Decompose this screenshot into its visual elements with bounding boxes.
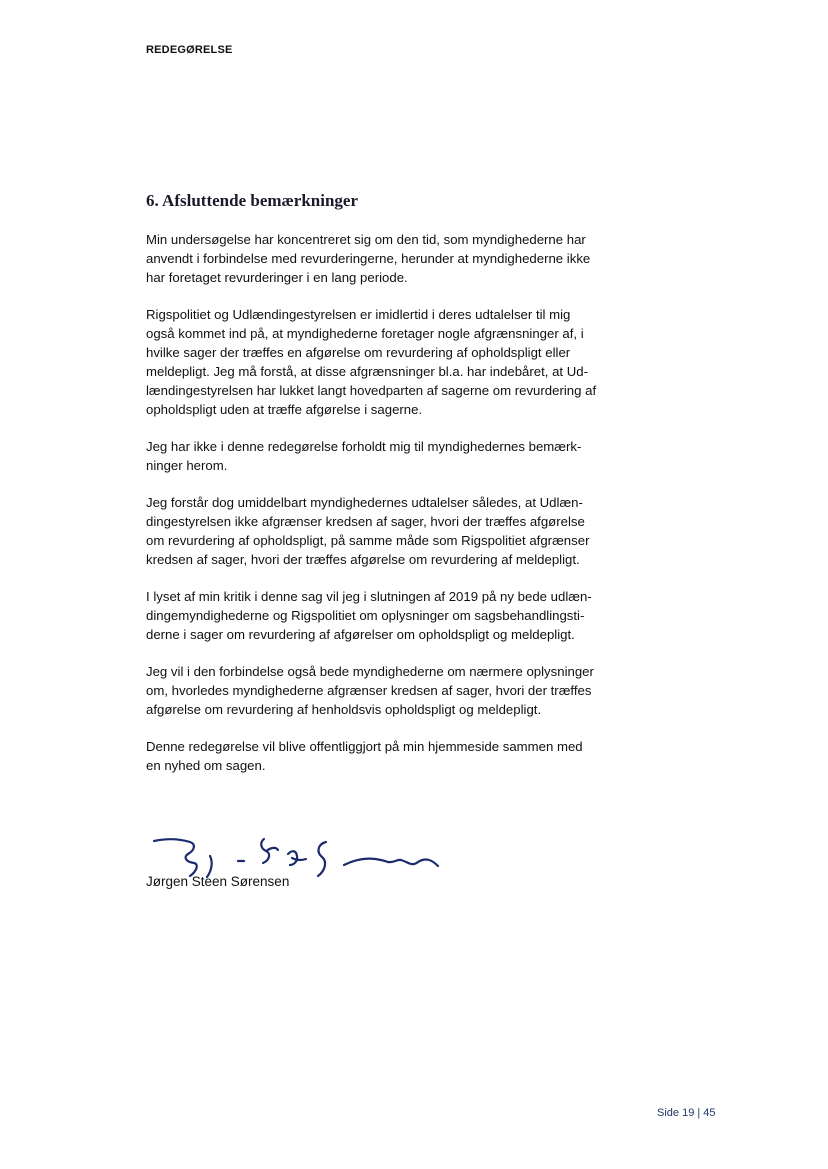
- signer-name: Jørgen Steen Sørensen: [146, 874, 290, 889]
- text-line: anvendt i forbindelse med revurderingerne, herunder at myndighederne ikke: [146, 251, 591, 266]
- text-line: opholdspligt uden at træffe afgørelse i sagerne.: [146, 402, 423, 417]
- paragraph-3: [146, 437, 636, 475]
- text-line: har foretaget revurderinger i en lang periode.: [146, 270, 408, 285]
- paragraph-1: [146, 230, 636, 287]
- text-line: Rigspolitiet og Udlændingestyrelsen er imidlertid i deres udtalelser til mig: [146, 307, 571, 322]
- page-number: Side 19 | 45: [657, 1107, 716, 1119]
- text-line: Jeg forstår dog umiddelbart myndighedernes udtalelser således, at Udlæn-: [146, 495, 583, 510]
- text-line: lændingestyrelsen har lukket langt hovedparten af sagerne om revurdering af: [146, 383, 597, 398]
- text-line: Jeg vil i den forbindelse også bede myndighederne om nærmere oplysninger: [146, 664, 594, 679]
- text-line: om revurdering af opholdspligt, på samme måde som Rigspolitiet afgrænser: [146, 533, 590, 548]
- running-header: REDEGØRELSE: [146, 44, 233, 56]
- text-line: derne i sager om revurdering af afgørelser om opholdspligt og meldepligt.: [146, 627, 575, 642]
- text-line: om, hvorledes myndighederne afgrænser kredsen af sager, hvori der træffes: [146, 683, 592, 698]
- text-line: dingestyrelsen ikke afgrænser kredsen af sager, hvori der træffes afgørelse: [146, 514, 585, 529]
- text-line: ninger herom.: [146, 458, 228, 473]
- paragraph-5: [146, 587, 636, 644]
- text-line: hvilke sager der træffes en afgørelse om revurdering af opholdspligt eller: [146, 345, 571, 360]
- paragraph-6: [146, 662, 636, 719]
- text-line: afgørelse om revurdering af henholdsvis opholdspligt og meldepligt.: [146, 702, 542, 717]
- paragraph-4: [146, 493, 636, 569]
- text-line: Min undersøgelse har koncentreret sig om den tid, som myndighederne har: [146, 232, 586, 247]
- text-line: Denne redegørelse vil blive offentliggjort på min hjemmeside sammen med: [146, 739, 583, 754]
- section-title: 6. Afsluttende bemærkninger: [146, 191, 359, 210]
- text-line: dingemyndighederne og Rigspolitiet om oplysninger om sagsbehandlingsti-: [146, 608, 585, 623]
- text-line: Jeg har ikke i denne redegørelse forholdt mig til myndighedernes bemærk-: [146, 439, 582, 454]
- text-line: meldepligt. Jeg må forstå, at disse afgrænsninger bl.a. har indebåret, at Ud-: [146, 364, 589, 379]
- text-line: også kommet ind på, at myndighederne foretager nogle afgrænsninger af, i: [146, 326, 584, 341]
- text-line: en nyhed om sagen.: [146, 758, 266, 773]
- paragraph-7: [146, 737, 636, 775]
- text-line: kredsen af sager, hvori der træffes afgørelse om revurdering af meldepligt.: [146, 552, 580, 567]
- paragraph-2: [146, 305, 636, 419]
- text-line: I lyset af min kritik i denne sag vil jeg i slutningen af 2019 på ny bede udlæn-: [146, 589, 592, 604]
- body-text: [146, 230, 636, 793]
